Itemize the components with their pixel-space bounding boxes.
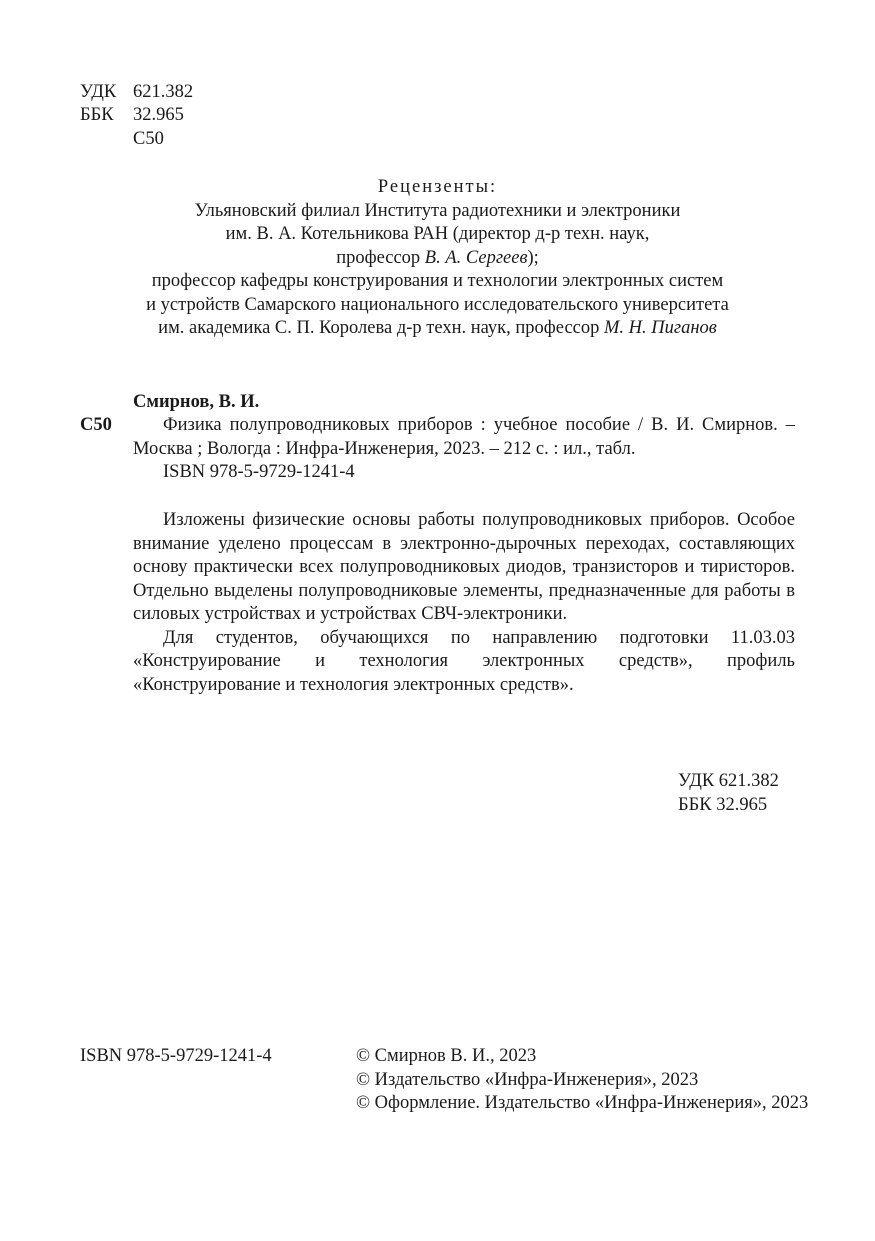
reviewer-name: М. Н. Пиганов (604, 318, 717, 338)
bib-code: С50 (80, 415, 112, 435)
annotation (133, 509, 795, 697)
bbk-label: ББК (80, 105, 114, 125)
udk-label: УДК (80, 82, 117, 102)
author-sign: С50 (133, 129, 164, 149)
reviewer-line (80, 247, 795, 271)
reviewer-line-text: ); (527, 247, 539, 268)
reviewers-heading: Рецензенты: (377, 177, 498, 197)
reviewer-line-text: профессор (336, 247, 425, 268)
bbk-value: 32.965 (133, 105, 184, 125)
bib-author: Смирнов, В. И. (133, 392, 260, 412)
annotation-paragraph: Изложены физические основы работы полупроводниковых приборов. Особое внимание уделено процессам в электронно-дырочных переходах, составляющих основу практически всех полупроводниковых диодов, транзисторов и тиристоров. Отдельно выделены полупроводниковые элементы, предназначенные для работы в силовых устройствах и устройствах СВЧ-электроники. (133, 510, 795, 624)
udk-value: 621.382 (133, 82, 194, 102)
copyright-line: © Смирнов В. И., 2023 (356, 1046, 537, 1066)
reviewer-line: профессор кафедры конструирования и технологии электронных систем (151, 271, 724, 291)
reviewer-line: и устройств Самарского национального исследовательского университета (146, 294, 729, 315)
reviewer-line (80, 317, 795, 341)
footer-isbn: ISBN 978-5-9729-1241-4 (80, 1046, 272, 1066)
reviewer-line: им. В. А. Котельникова РАН (директор д-р техн. наук, (225, 224, 650, 244)
reviewer-line: Ульяновский филиал Института радиотехники и электроники (194, 200, 681, 221)
bib-description: Физика полупроводниковых приборов : учебное пособие / В. И. Смирнов. – Москва ; Вологда : Инфра-Инженерия, 2023. – 212 с. : ил., табл. (133, 415, 795, 459)
reviewer-name: В. А. Сергеев (424, 247, 528, 268)
bbk-code-bottom: ББК 32.965 (678, 795, 768, 815)
bib-isbn: ISBN 978-5-9729-1241-4 (163, 462, 355, 482)
reviewers-block (80, 176, 795, 341)
annotation-paragraph: Для студентов, обучающихся по направлению подготовки 11.03.03 «Конструирование и технология электронных средств», профиль «Конструирование и технология электронных средств». (133, 627, 795, 695)
copyright-line: © Оформление. Издательство «Инфра-Инженерия», 2023 (356, 1093, 809, 1113)
udk-code-bottom: УДК 621.382 (678, 771, 779, 791)
reviewer-line-text: им. академика С. П. Королева д-р техн. наук, профессор (158, 318, 604, 338)
copyright-line: © Издательство «Инфра-Инженерия», 2023 (356, 1069, 699, 1090)
copyright-block (356, 1045, 808, 1116)
